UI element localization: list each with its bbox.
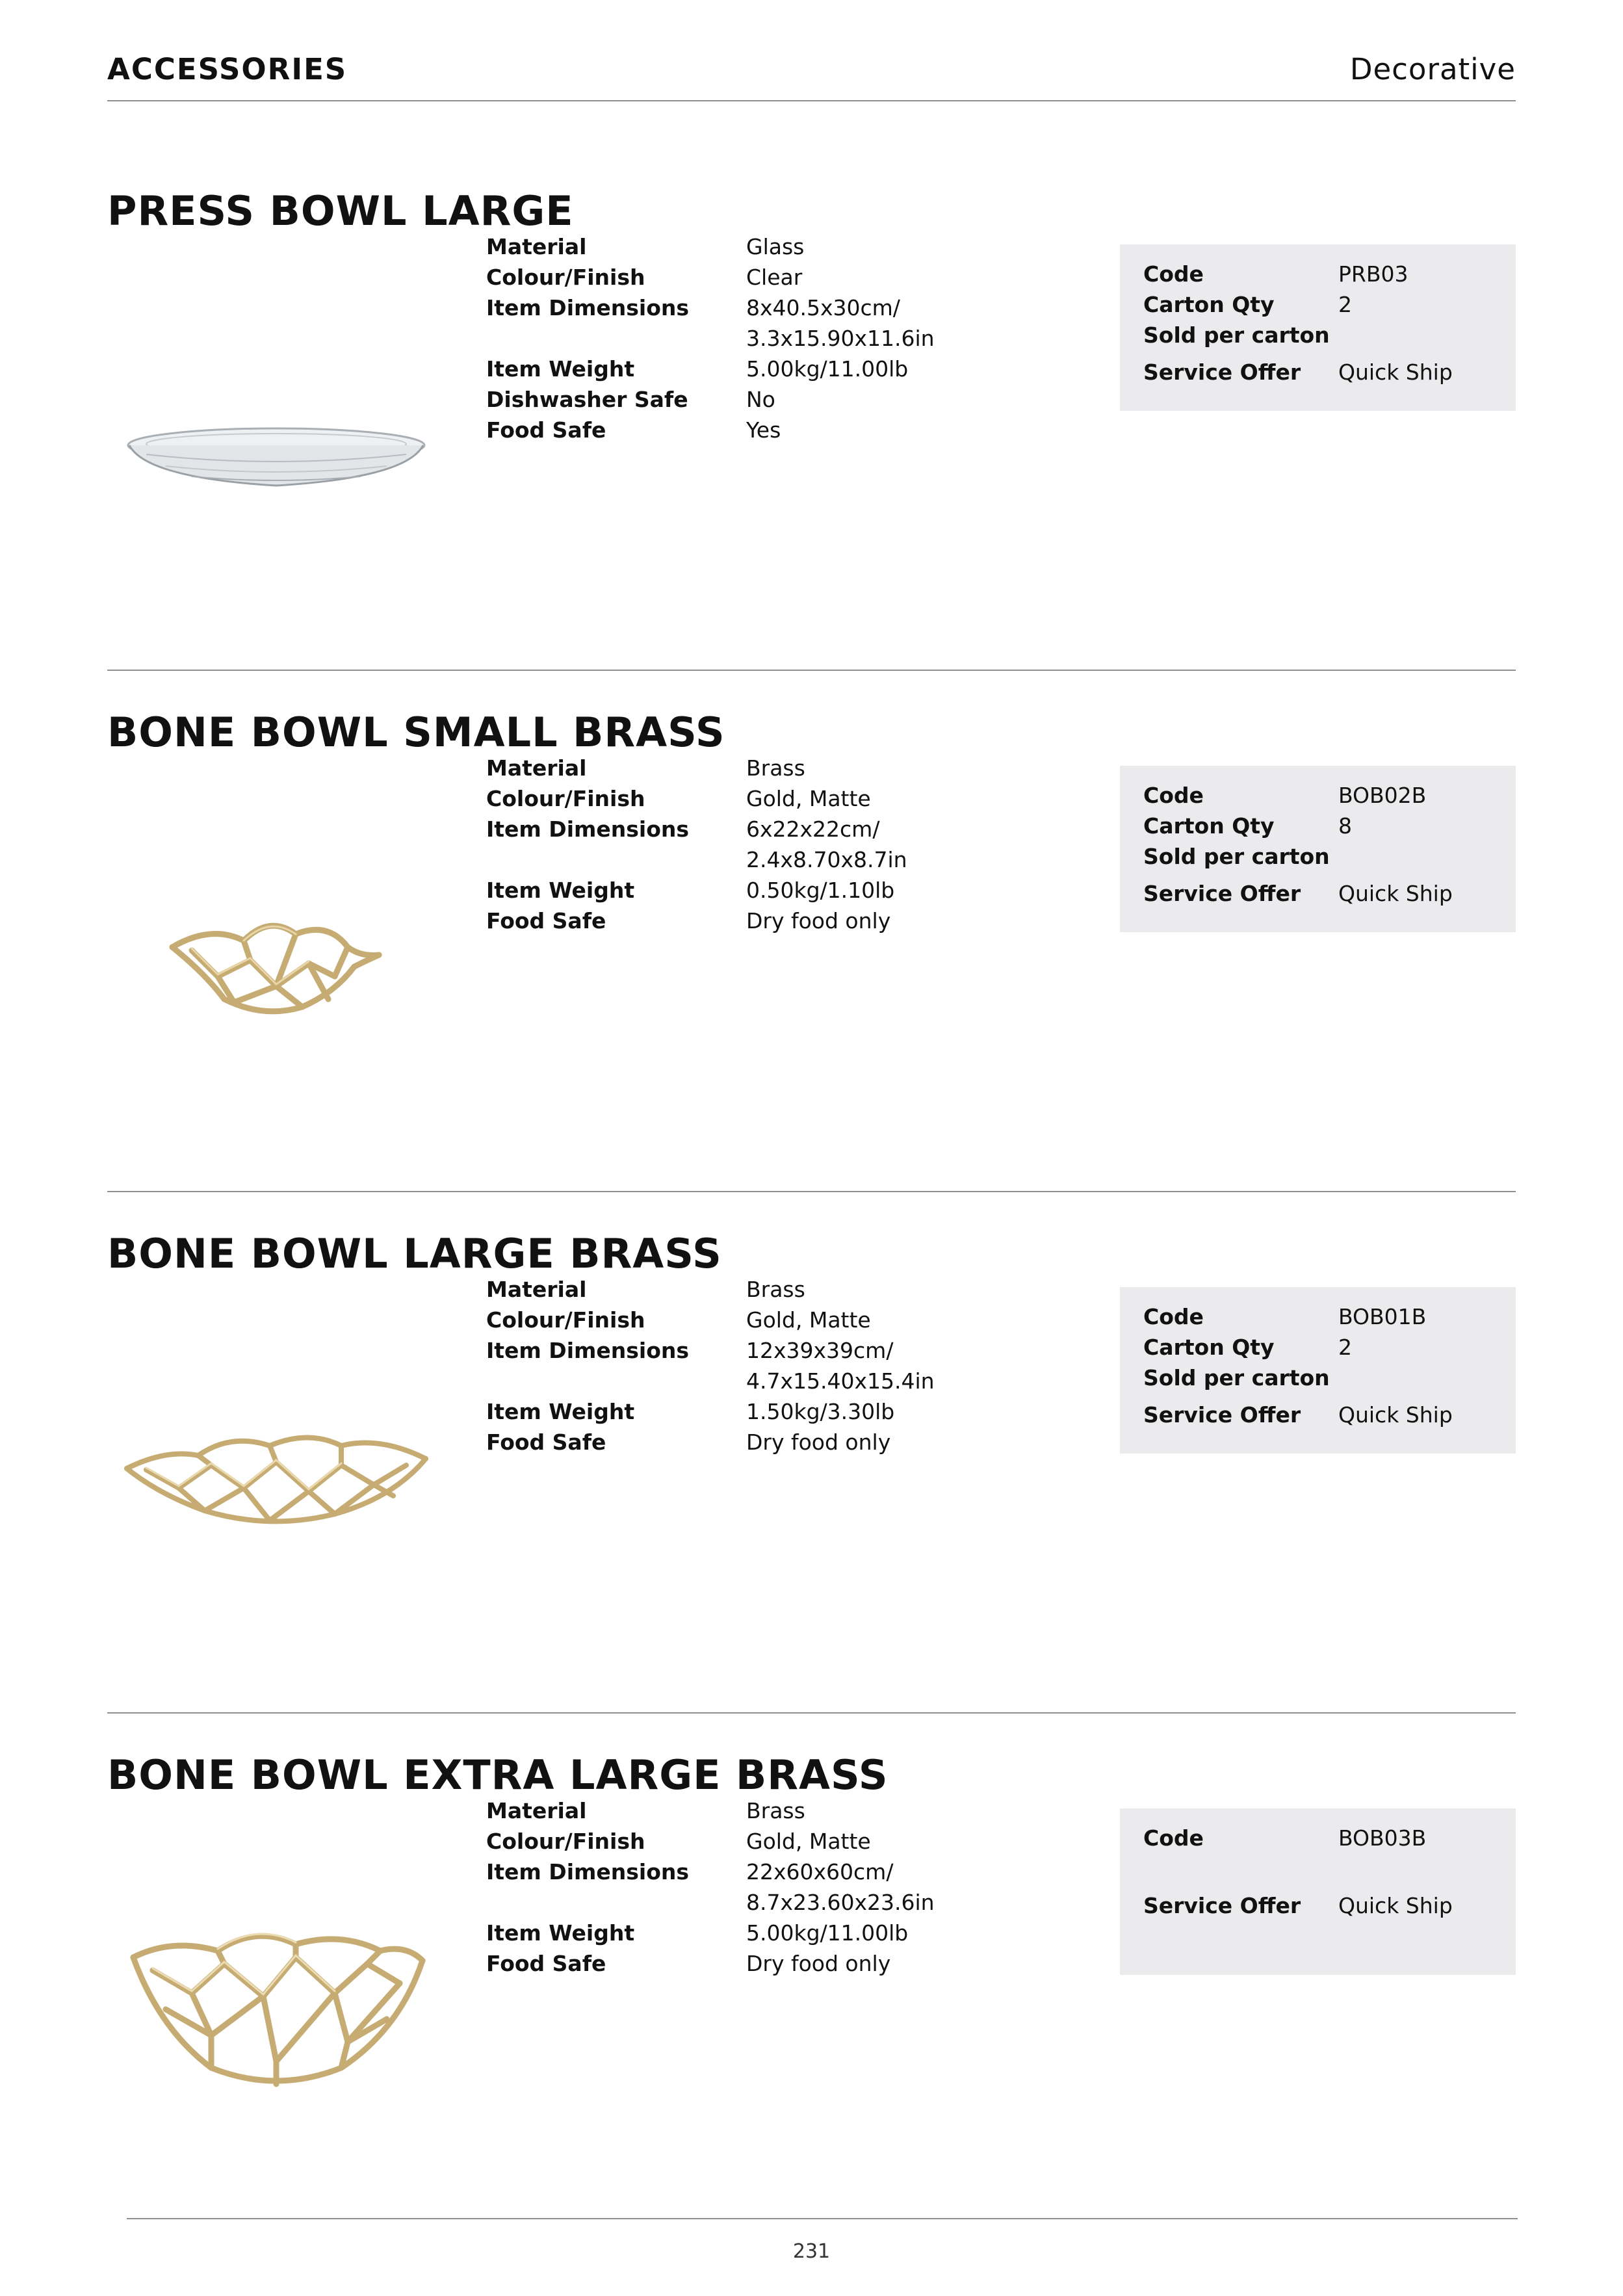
product-bone-bowl-extra-large-brass: [107, 1712, 1516, 2234]
spec-value-dims-cm: 12x39x39cm/: [746, 1338, 894, 1363]
info-label: Service Offer: [1143, 1893, 1301, 1918]
info-label: Code: [1143, 783, 1204, 808]
spec-label: Material: [486, 1798, 587, 1823]
product-code: BOB02B: [1338, 783, 1427, 808]
product-code: BOB03B: [1338, 1825, 1427, 1851]
spec-value-colour: Clear: [746, 265, 803, 290]
spec-label: Colour/Finish: [486, 265, 645, 290]
spec-label: Item Dimensions: [486, 1338, 690, 1363]
spec-value-dims-cm: 6x22x22cm/: [746, 816, 880, 842]
carton-qty: 2: [1338, 1335, 1352, 1360]
spec-label: Item Dimensions: [486, 816, 690, 842]
spec-value-food: Dry food only: [746, 908, 891, 933]
spec-value-dims-cm: 22x60x60cm/: [746, 1859, 894, 1885]
product-bone-bowl-large-brass: [107, 1191, 1516, 1712]
info-label: Code: [1143, 1304, 1204, 1329]
spec-list: [486, 753, 967, 936]
spec-value-colour: Gold, Matte: [746, 1307, 871, 1333]
product-press-bowl-large: [107, 150, 1516, 670]
spec-label: Item Dimensions: [486, 295, 690, 320]
spec-value-weight: 5.00kg/11.00lb: [746, 1920, 909, 1946]
info-label: Service Offer: [1143, 1402, 1301, 1428]
info-label: Carton Qty: [1143, 813, 1275, 839]
spec-value-dishwasher: No: [746, 387, 775, 412]
spec-label: Food Safe: [486, 1429, 606, 1455]
info-label: Carton Qty: [1143, 1335, 1275, 1360]
spec-label: Material: [486, 1277, 587, 1302]
carton-qty: 8: [1338, 813, 1352, 839]
product-photo-brass-bowl-extra-large: [120, 1879, 432, 2152]
spec-label: Item Weight: [486, 878, 635, 903]
info-label: Sold per carton: [1143, 844, 1330, 869]
spec-value-material: Brass: [746, 1798, 805, 1823]
section-title: Decorative: [1349, 52, 1516, 86]
service-offer: Quick Ship: [1338, 881, 1453, 906]
service-offer: Quick Ship: [1338, 359, 1453, 385]
product-title: BONE BOWL SMALL BRASS: [107, 709, 725, 756]
spec-value-weight: 1.50kg/3.30lb: [746, 1399, 895, 1424]
product-bone-bowl-small-brass: [107, 670, 1516, 1191]
spec-list: [486, 1795, 967, 1979]
spec-label: Dishwasher Safe: [486, 387, 688, 412]
product-code: PRB03: [1338, 261, 1409, 287]
spec-value-colour: Gold, Matte: [746, 1829, 871, 1854]
product-title: BONE BOWL LARGE BRASS: [107, 1230, 722, 1277]
spec-label: Food Safe: [486, 908, 606, 933]
product-photo-glass-bowl: [120, 315, 432, 588]
spec-value-dims-in: 4.7x15.40x15.4in: [746, 1368, 935, 1394]
spec-label: Colour/Finish: [486, 786, 645, 811]
info-label: Service Offer: [1143, 881, 1301, 906]
footer-rule: [127, 2218, 1518, 2219]
spec-value-food: Dry food only: [746, 1429, 891, 1455]
service-offer: Quick Ship: [1338, 1402, 1453, 1428]
spec-label: Item Dimensions: [486, 1859, 690, 1885]
spec-label: Material: [486, 234, 587, 259]
spec-value-dims-in: 8.7x23.60x23.6in: [746, 1890, 935, 1915]
spec-value-material: Brass: [746, 1277, 805, 1302]
spec-label: Item Weight: [486, 1399, 635, 1424]
order-info-box: [1120, 766, 1516, 932]
spec-label: Item Weight: [486, 356, 635, 382]
spec-value-dims-cm: 8x40.5x30cm/: [746, 295, 900, 320]
spec-value-food: Dry food only: [746, 1951, 891, 1976]
spec-label: Colour/Finish: [486, 1829, 645, 1854]
product-photo-brass-bowl-small: [120, 837, 432, 1110]
spec-value-material: Glass: [746, 234, 805, 259]
info-label: Code: [1143, 261, 1204, 287]
service-offer: Quick Ship: [1338, 1893, 1453, 1918]
spec-value-weight: 5.00kg/11.00lb: [746, 356, 909, 382]
page-header: [107, 46, 1516, 101]
spec-list: [486, 231, 967, 445]
spec-value-material: Brass: [746, 755, 805, 781]
page-number: 231: [792, 2240, 831, 2263]
spec-value-dims-in: 3.3x15.90x11.6in: [746, 326, 935, 351]
spec-value-food: Yes: [746, 417, 781, 443]
spec-value-weight: 0.50kg/1.10lb: [746, 878, 895, 903]
product-photo-brass-bowl-large: [120, 1358, 432, 1631]
info-label: Sold per carton: [1143, 322, 1330, 348]
order-info-box: [1120, 1287, 1516, 1454]
spec-label: Material: [486, 755, 587, 781]
spec-label: Food Safe: [486, 417, 606, 443]
carton-qty: 2: [1338, 292, 1352, 317]
info-label: Carton Qty: [1143, 292, 1275, 317]
spec-label: Food Safe: [486, 1951, 606, 1976]
spec-value-colour: Gold, Matte: [746, 786, 871, 811]
product-title: PRESS BOWL LARGE: [107, 187, 574, 235]
order-info-box: [1120, 244, 1516, 411]
spec-list: [486, 1274, 967, 1457]
product-title: BONE BOWL EXTRA LARGE BRASS: [107, 1751, 889, 1799]
category-title: ACCESSORIES: [107, 52, 348, 86]
order-info-box: [1120, 1808, 1516, 1975]
info-label: Sold per carton: [1143, 1365, 1330, 1390]
info-label: Code: [1143, 1825, 1204, 1851]
spec-value-dims-in: 2.4x8.70x8.7in: [746, 847, 907, 872]
spec-label: Colour/Finish: [486, 1307, 645, 1333]
spec-label: Item Weight: [486, 1920, 635, 1946]
product-code: BOB01B: [1338, 1304, 1427, 1329]
info-label: Service Offer: [1143, 359, 1301, 385]
